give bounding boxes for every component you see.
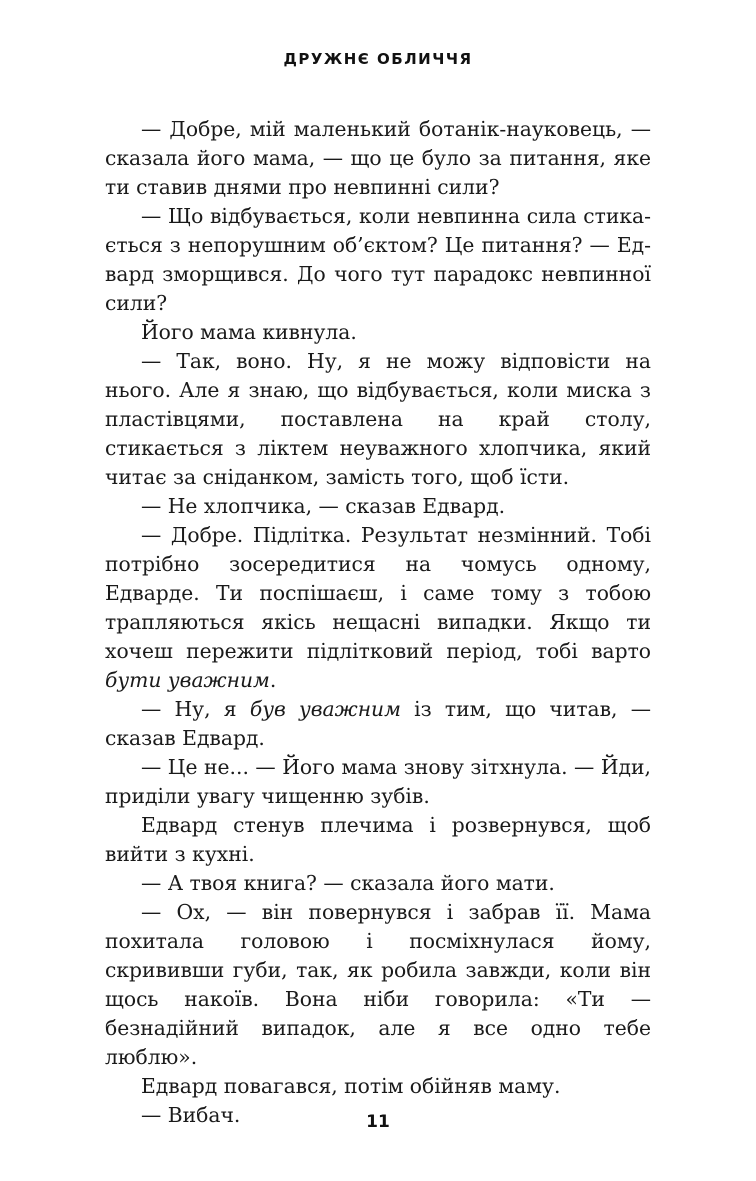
- text-run: Його мама кивнула.: [141, 320, 357, 344]
- paragraph: [105, 898, 651, 1072]
- text-run: — Добре. Підлітка. Результат незмінний. Тобі потрібно зосередитися на чомусь одному, Едварде. Ти поспішаєш, і саме тому з тобою трапляються якісь нещасні випадки. Якщо ти хочеш пережити підлітковий період, тобі варто: [105, 523, 651, 663]
- paragraph: [105, 869, 651, 898]
- paragraph: [105, 1072, 651, 1101]
- text-run: — Ох, — він повернувся і забрав її. Мама похитала головою і посміхнулася йому, скрививши губи, так, як робила завжди, коли він щось накоїв. Вона ніби говорила: «Ти — безнадійний випадок, але я все одно тебе люблю».: [105, 900, 651, 1069]
- body-text: [105, 115, 651, 1130]
- text-run: — Добре, мій маленький ботанік-науковець, — сказала його мама, — що це було за питання, яке ти ставив днями про невпинні сили?: [105, 117, 651, 199]
- paragraph: [105, 753, 651, 811]
- paragraph: [105, 115, 651, 202]
- text-run: Едвард повагався, потім обійняв маму.: [141, 1074, 561, 1098]
- paragraph: [105, 318, 651, 347]
- paragraph: [105, 347, 651, 492]
- italic-text: бути уважним: [105, 668, 270, 692]
- text-run: — Вибач.: [141, 1103, 241, 1127]
- text-run: — Що відбувається, коли невпинна сила стикається з непорушним об’єктом? Це питання? — Едвард зморщився. До чого тут парадокс невпинної сили?: [105, 204, 651, 315]
- paragraph: [105, 521, 651, 695]
- text-run: — Це не... — Його мама знову зітхнула. — Йди, приділи увагу чищенню зубів.: [105, 755, 651, 808]
- italic-text: був уважним: [249, 697, 401, 721]
- running-header: ДРУЖНЄ ОБЛИЧЧЯ: [283, 50, 473, 68]
- text-run: — Так, воно. Ну, я не можу відповісти на нього. Але я знаю, що відбувається, коли миска з пластівцями, поставлена на край столу, стикається з ліктем неуважного хлопчика, який читає за сніданком, замість того, щоб їсти.: [105, 349, 651, 489]
- text-run: — Ну, я: [141, 697, 250, 721]
- paragraph: [105, 811, 651, 869]
- paragraph: [105, 492, 651, 521]
- page-number: 11: [366, 1112, 390, 1132]
- text-run: із тим, що читав, — сказав Едвард.: [105, 697, 651, 750]
- text-run: .: [269, 668, 277, 692]
- paragraph: [105, 202, 651, 318]
- text-run: — А твоя книга? — сказала його мати.: [141, 871, 555, 895]
- paragraph: [105, 695, 651, 753]
- text-run: — Не хлопчика, — сказав Едвард.: [141, 494, 506, 518]
- text-run: Едвард стенув плечима і розвернувся, щоб вийти з кухні.: [105, 813, 651, 866]
